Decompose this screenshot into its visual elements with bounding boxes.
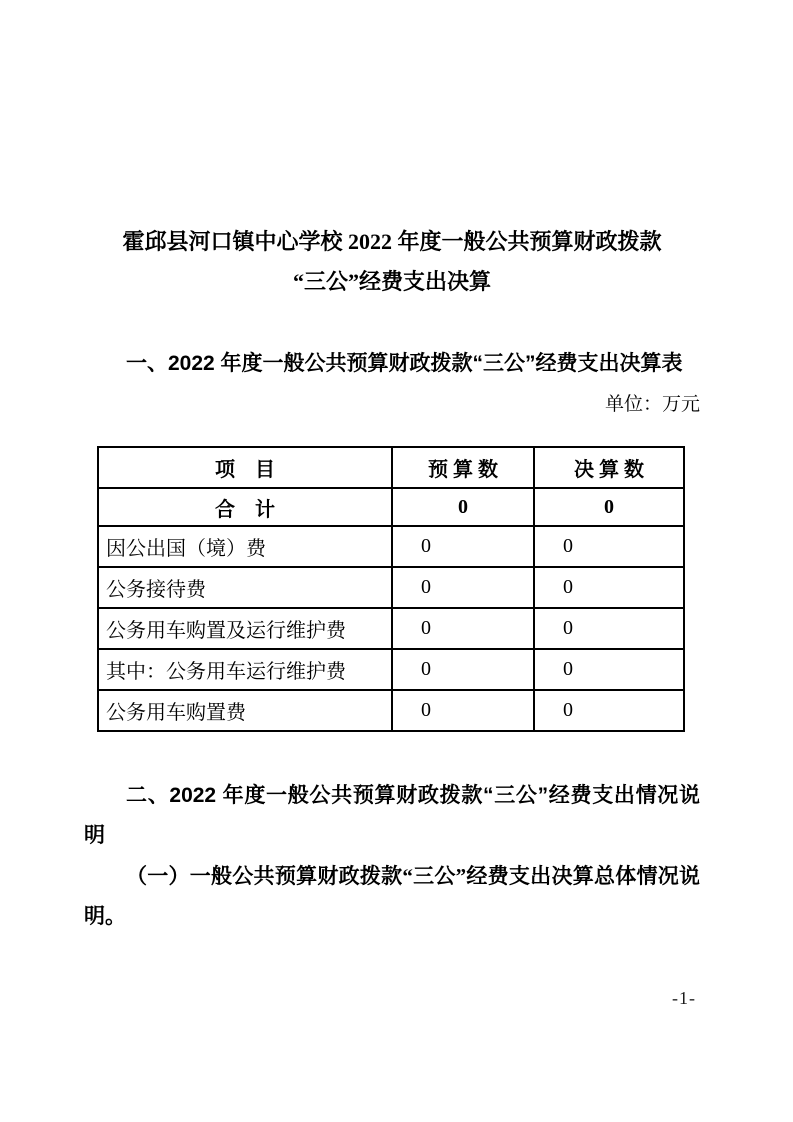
budget-value: 0 (392, 488, 534, 526)
table-header-row (98, 447, 684, 488)
table-row-total (98, 488, 684, 526)
final-value: 0 (534, 567, 684, 608)
row-label: 公务用车购置费 (98, 690, 392, 731)
final-value: 0 (534, 488, 684, 526)
final-value: 0 (534, 608, 684, 649)
table-row-vehicle-purchase (98, 690, 684, 731)
final-value: 0 (534, 649, 684, 690)
final-value: 0 (534, 526, 684, 567)
row-label: 公务用车购置及运行维护费 (98, 608, 392, 649)
document-title (84, 222, 700, 302)
row-label: 其中：公务用车运行维护费 (98, 649, 392, 690)
table-row-vehicle-operation (98, 649, 684, 690)
table-row-reception (98, 567, 684, 608)
final-value: 0 (534, 690, 684, 731)
budget-value: 0 (392, 690, 534, 731)
row-label: 合 计 (98, 488, 392, 526)
budget-value: 0 (392, 649, 534, 690)
column-header-budget: 预 算 数 (392, 447, 534, 488)
unit-label: 单位：万元 (604, 394, 700, 415)
budget-value: 0 (392, 608, 534, 649)
row-label: 公务接待费 (98, 567, 392, 608)
document-title-line1: 霍邱县河口镇中心学校 2022 年度一般公共预算财政拨款 (122, 229, 662, 254)
column-header-final: 决 算 数 (534, 447, 684, 488)
section-1-heading: 一、2022 年度一般公共预算财政拨款“三公”经费支出决算表 (126, 352, 683, 375)
paragraph-overall-explanation: （一）一般公共预算财政拨款“三公”经费支出决算总体情况说明。 (84, 864, 700, 928)
table-row-abroad (98, 526, 684, 567)
page-number: -1- (672, 988, 696, 1008)
section-2-heading: 二、2022 年度一般公共预算财政拨款“三公”经费支出情况说明 (84, 784, 700, 847)
budget-value: 0 (392, 526, 534, 567)
column-header-item: 项 目 (98, 447, 392, 488)
sangong-expenditure-table (97, 446, 685, 732)
table-row-vehicle-total (98, 608, 684, 649)
document-title-line2: “三公”经费支出决算 (292, 269, 491, 294)
budget-value: 0 (392, 567, 534, 608)
row-label: 因公出国（境）费 (98, 526, 392, 567)
